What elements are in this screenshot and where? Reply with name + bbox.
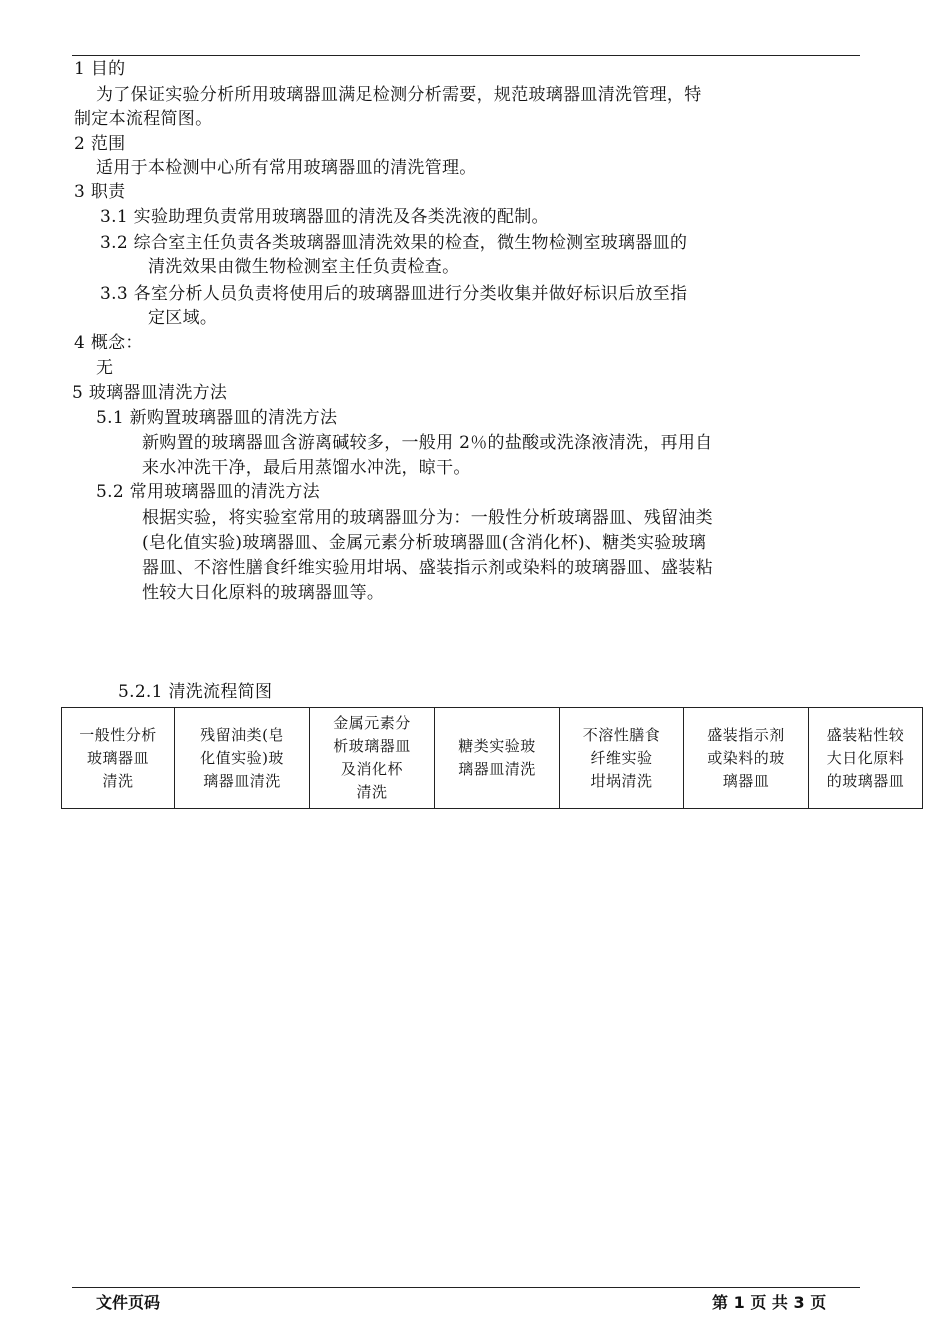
- flow-cell-general-analysis: 一般性分析 玻璃器皿 清洗: [62, 708, 175, 809]
- page-total: 3: [793, 1293, 805, 1312]
- flow-cell-sugar-test: 糖类实验玻 璃器皿清洗: [435, 708, 560, 809]
- flow-cell-residual-oil: 残留油类(皂 化值实验)玻 璃器皿清洗: [175, 708, 310, 809]
- page-suffix: 页: [810, 1293, 827, 1312]
- section-3-heading: 3 职责: [74, 182, 126, 202]
- footer-document-code-label: 文件页码: [96, 1293, 161, 1312]
- flow-table: [61, 707, 923, 809]
- section-5-2-line4: 性较大日化原料的玻璃器皿等。: [142, 583, 385, 603]
- section-5-heading: 5 玻璃器皿清洗方法: [72, 383, 228, 403]
- section-3-2-line2: 清洗效果由微生物检测室主任负责检查。: [148, 257, 460, 277]
- section-3-3-line1: 3.3 各室分析人员负责将使用后的玻璃器皿进行分类收集并做好标识后放至指: [100, 284, 688, 304]
- section-4-text: 无: [96, 358, 114, 378]
- section-5-2-line2: (皂化值实验)玻璃器皿、金属元素分析玻璃器皿(含消化杯)、糖类实验玻璃: [142, 533, 707, 553]
- section-5-1-line2: 来水冲洗干净，最后用蒸馏水冲洗，晾干。: [142, 458, 471, 478]
- section-3-2-line1: 3.2 综合室主任负责各类玻璃器皿清洗效果的检查，微生物检测室玻璃器皿的: [100, 233, 688, 253]
- section-3-3-line2: 定区域。: [148, 308, 218, 328]
- section-1-heading: 1 目的: [74, 59, 126, 79]
- flow-cell-indicator-dye: 盛装指示剂 或染料的玻 璃器皿: [684, 708, 809, 809]
- section-1-text-line1: 为了保证实验分析所用玻璃器皿满足检测分析需要，规范玻璃器皿清洗管理，特: [96, 85, 702, 105]
- flow-cell-dietary-fiber: 不溶性膳食 纤维实验 坩埚清洗: [560, 708, 684, 809]
- page-prefix: 第: [712, 1293, 729, 1312]
- section-3-1: 3.1 实验助理负责常用玻璃器皿的清洗及各类洗液的配制。: [100, 207, 549, 227]
- header-rule: [72, 55, 860, 56]
- section-5-1-line1: 新购置的玻璃器皿含游离碱较多，一般用 2％的盐酸或洗涤液清洗，再用自: [142, 433, 713, 453]
- section-5-2-line1: 根据实验，将实验室常用的玻璃器皿分为：一般性分析玻璃器皿、残留油类: [142, 508, 713, 528]
- footer-rule: [72, 1287, 860, 1288]
- section-1-text-line2: 制定本流程简图。: [74, 109, 213, 129]
- page-mid: 页 共: [750, 1293, 788, 1312]
- section-5-2-line3: 器皿、不溶性膳食纤维实验用坩埚、盛装指示剂或染料的玻璃器皿、盛装粘: [142, 558, 713, 578]
- flow-table-row: [62, 708, 923, 809]
- section-2-heading: 2 范围: [74, 134, 126, 154]
- section-5-1-heading: 5.1 新购置玻璃器皿的清洗方法: [96, 408, 338, 428]
- section-4-heading: 4 概念：: [74, 333, 143, 353]
- section-5-2-heading: 5.2 常用玻璃器皿的清洗方法: [96, 482, 320, 502]
- section-2-text: 适用于本检测中心所有常用玻璃器皿的清洗管理。: [96, 158, 477, 178]
- flow-cell-viscous-chemical: 盛装粘性较 大日化原料 的玻璃器皿: [809, 708, 923, 809]
- flow-cell-metal-element: 金属元素分 析玻璃器皿 及消化杯 清洗: [310, 708, 435, 809]
- page-current: 1: [733, 1293, 745, 1312]
- section-5-2-1-heading: 5.2.1 清洗流程简图: [118, 682, 273, 702]
- footer-page-number: [712, 1290, 826, 1313]
